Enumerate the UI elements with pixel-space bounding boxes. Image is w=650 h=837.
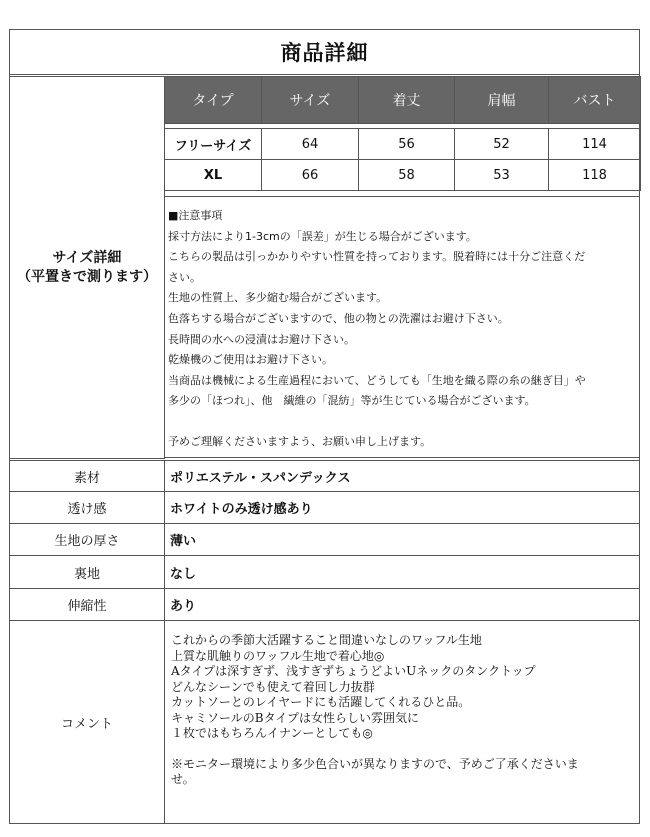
comment-line: １枚ではもちろんイナンーとしても◎ xyxy=(171,726,373,740)
note-line: 当商品は機械による生産過程において、どうしても「生地を織る際の糸の継ぎ目」や xyxy=(168,373,586,387)
spec-value-material: ポリエステル・スパンデックス xyxy=(164,460,640,492)
size-label-line1: サイズ詳細 xyxy=(52,249,122,266)
header-type: タイプ xyxy=(165,77,262,124)
row-size: 64 xyxy=(262,129,359,160)
header-length: 着丈 xyxy=(359,77,455,124)
note-line: 乾燥機のご使用はお避け下さい。 xyxy=(168,353,333,367)
comment-label: コメント xyxy=(9,620,165,824)
table-row xyxy=(165,129,641,160)
spec-label-lining: 裏地 xyxy=(9,555,165,589)
header-size: サイズ xyxy=(262,77,359,124)
spec-label-sheerness: 透け感 xyxy=(9,491,165,524)
spec-value-lining: なし xyxy=(164,555,640,589)
comment-line: 上質な肌触りのワッフル生地で着心地◎ xyxy=(171,648,385,663)
size-notes xyxy=(164,196,640,458)
comment-line: これからの季節大活躍すること間違いなしのワッフル生地 xyxy=(171,633,482,647)
row-bust: 118 xyxy=(549,160,641,191)
header-bust: バスト xyxy=(549,77,641,124)
row-shoulder: 52 xyxy=(455,129,549,160)
comment-line: Aタイプは深すぎず、浅すぎずちょうどよいUネックのタンクトップ xyxy=(171,664,536,678)
spec-label-thickness: 生地の厚さ xyxy=(9,523,165,556)
spec-label-stretch: 伸縮性 xyxy=(9,588,165,621)
size-table xyxy=(164,76,641,191)
row-bust: 114 xyxy=(549,129,641,160)
table-row xyxy=(165,160,641,191)
row-shoulder: 53 xyxy=(455,160,549,191)
comment-line: キャミソールのBタイプは女性らしい雰囲気に xyxy=(171,710,419,725)
spec-value-stretch: あり xyxy=(164,588,640,621)
header-shoulder: 肩幅 xyxy=(455,77,549,124)
row-length: 58 xyxy=(359,160,455,191)
comment-line: せ。 xyxy=(171,772,195,786)
comment-line: カットソーとのレイヤードにも活躍してくれるひと品。 xyxy=(171,695,471,709)
row-size: 66 xyxy=(262,160,359,191)
note-line: こちらの製品は引っかかりやすい性質を持っております。脱着時には十分ご注意くだ xyxy=(168,250,586,264)
size-table-header-row xyxy=(165,77,641,124)
spec-value-sheerness: ホワイトのみ透け感あり xyxy=(164,491,640,524)
comment-line: ※モニター環境により多少色合いが異なりますので、予めご了承くださいま xyxy=(171,756,579,771)
spec-label-material: 素材 xyxy=(9,460,165,492)
comment-body xyxy=(164,620,640,824)
note-line: 色落ちする場合がございますので、他の物との洗濯はお避け下さい。 xyxy=(168,311,509,325)
size-section-label xyxy=(9,76,165,459)
note-line: 採寸方法により1-3cmの「誤差」が生じる場合がございます。 xyxy=(168,229,477,243)
page-title: 商品詳細 xyxy=(9,29,640,75)
row-type: フリーサイズ xyxy=(165,129,262,160)
row-type: XL xyxy=(165,160,262,191)
size-label-line2: （平置きで測ります） xyxy=(17,268,157,285)
note-line: さい。 xyxy=(168,270,201,284)
note-line: 生地の性質上、多少縮む場合がございます。 xyxy=(168,291,388,305)
note-line: 予めご理解くださいますよう、お願い申し上げます。 xyxy=(168,434,432,448)
comment-line: どんなシーンでも使えて着回し力抜群 xyxy=(171,679,375,694)
spec-value-thickness: 薄い xyxy=(164,523,640,556)
row-length: 56 xyxy=(359,129,455,160)
note-line: ■注意事項 xyxy=(168,209,223,222)
note-line: 長時間の水への浸漬はお避け下さい。 xyxy=(168,332,355,346)
note-line: 多少の「ほつれ」、他 繊維の「混紡」等が生じている場合がございます。 xyxy=(168,394,536,408)
